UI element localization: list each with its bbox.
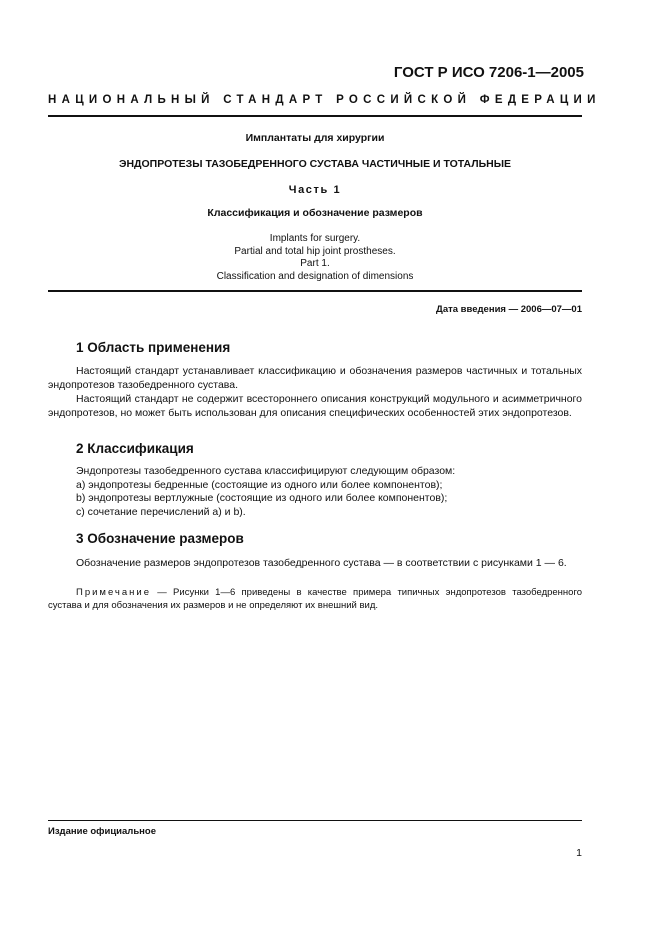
list-intro: Эндопротезы тазобедренного сустава классифицируют следующим образом: bbox=[76, 465, 456, 477]
note bbox=[48, 586, 582, 612]
list-item: c) сочетание перечислений a) и b). bbox=[76, 505, 246, 518]
section-heading-scope: 1 Область применения bbox=[76, 340, 231, 355]
paragraph: Обозначение размеров эндопротезов тазобедренного сустава — в соответствии с рисунками 1 — 6. bbox=[76, 557, 567, 569]
page-number: 1 bbox=[576, 847, 582, 859]
part-title: Классификация и обозначение размеров bbox=[207, 207, 423, 219]
english-title-line: Partial and total hip joint prostheses. bbox=[234, 245, 396, 257]
national-standard-banner: НАЦИОНАЛЬНЫЙ СТАНДАРТ РОССИЙСКОЙ ФЕДЕРАЦИИ bbox=[48, 94, 601, 106]
list-item: b) эндопротезы вертлужные (состоящие из одного или более компонентов); bbox=[76, 492, 448, 504]
edition-label: Издание официальное bbox=[48, 826, 156, 837]
introduction-date: Дата введения — 2006—07—01 bbox=[436, 304, 582, 315]
section-heading-dimensions: 3 Обозначение размеров bbox=[76, 531, 244, 546]
part-label: Часть 1 bbox=[288, 184, 342, 196]
note-text: — Рисунки 1—6 приведены в качестве примера типичных эндопротезов тазобедренного сустава и для обозначения их размеров и не определяют их внешний вид. bbox=[48, 587, 582, 611]
section-scope-body bbox=[48, 364, 582, 420]
top-rule bbox=[48, 115, 582, 117]
english-title bbox=[48, 233, 582, 283]
document-title: ЭНДОПРОТЕЗЫ ТАЗОБЕДРЕННОГО СУСТАВА ЧАСТИЧНЫЕ И ТОТАЛЬНЫЕ bbox=[118, 158, 512, 170]
paragraph: Настоящий стандарт устанавливает классификацию и обозначения размеров частичных и тотальных эндопротезов тазобедренного сустава. bbox=[48, 365, 582, 391]
paragraph: Настоящий стандарт не содержит всестороннего описания конструкций модульного и асимметричного эндопротезов, но может быть использован для описания специфических особенностей этих эндопротезов. bbox=[48, 393, 582, 419]
note-label: Примечание bbox=[76, 587, 151, 598]
section-heading-classification: 2 Классификация bbox=[76, 441, 194, 456]
section-classification-body bbox=[76, 465, 582, 519]
title-rule bbox=[48, 290, 582, 292]
english-title-line: Implants for surgery. bbox=[269, 233, 361, 244]
list-item: a) эндопротезы бедренные (состоящие из одного или более компонентов); bbox=[76, 478, 443, 491]
footer-rule bbox=[48, 820, 582, 821]
english-title-line: Classification and designation of dimensions bbox=[216, 270, 414, 282]
document-subtitle: Имплантаты для хирургии bbox=[245, 132, 385, 144]
english-title-line: Part 1. bbox=[300, 258, 330, 269]
section-dimensions-body bbox=[48, 556, 582, 570]
standard-id: ГОСТ Р ИСО 7206-1—2005 bbox=[393, 64, 584, 81]
